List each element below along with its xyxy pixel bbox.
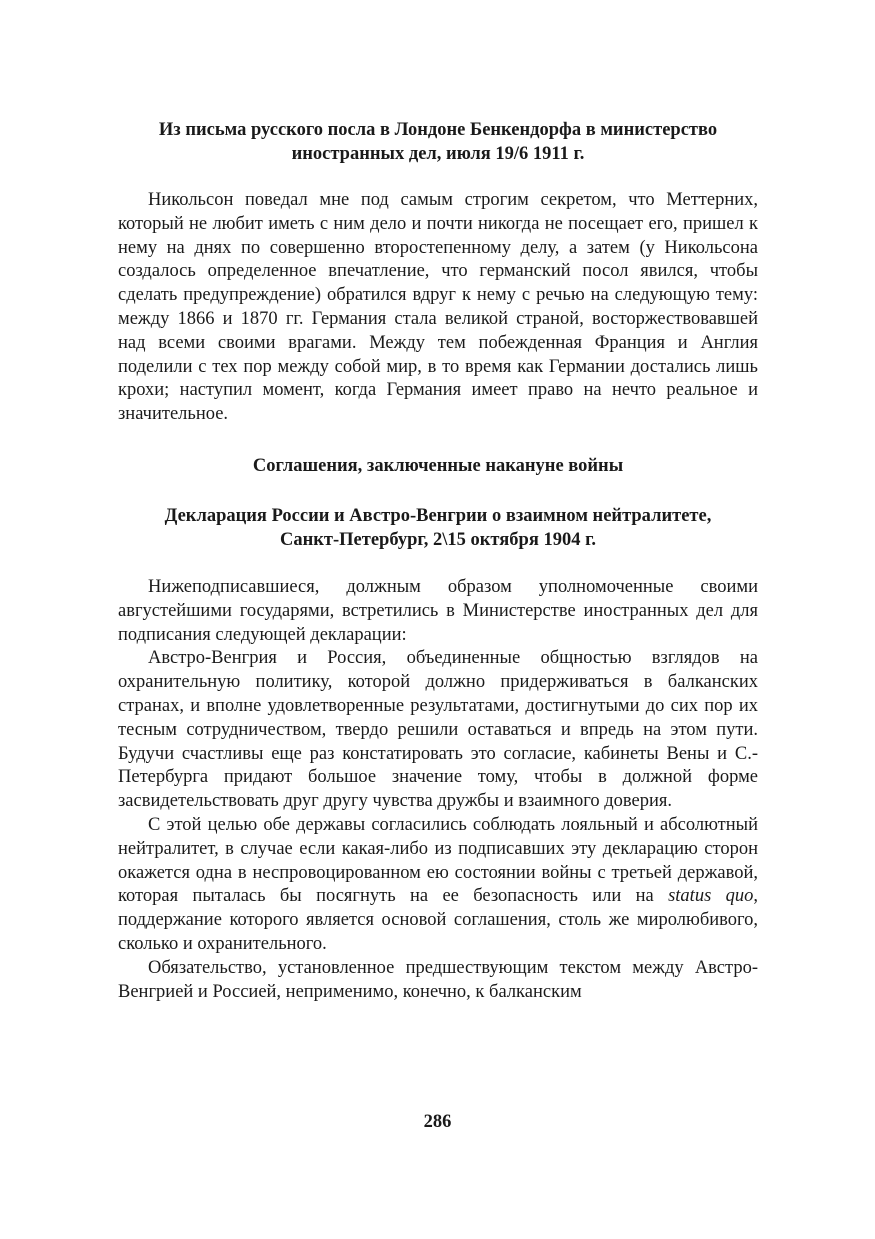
status-quo-term: status quo [668,886,754,907]
section-heading: Соглашения, заключенные накануне войны [252,455,624,476]
declaration-heading-line2: Санкт-Петербург, 2\15 октября 1904 г. [279,529,597,550]
page-body [118,118,758,1004]
declaration-paragraph-1: Нижеподписавшиеся, должным образом уполномоченные своими августейшими государями, встретились в Министерстве иностранных дел для подписания следующей декларации: [118,576,758,645]
declaration-paragraph-4: Обязательство, установленное предшествующим текстом между Австро-Венгрией и Россией, неприменимо, конечно, к балканским [118,957,758,1002]
declaration-heading-line1: Декларация России и Австро-Венгрии о взаимном нейтралитете, [164,505,712,526]
declaration-paragraph-3 [118,814,758,957]
declaration-heading [118,504,758,552]
page-number: 286 [423,1112,452,1132]
letter-heading-line1: Из письма русского посла в Лондоне Бенкендорфа в министерство [158,120,718,140]
declaration-paragraph-2: Австро-Венгрия и Россия, объединенные общностью взглядов на охранительную политику, которой должно придерживаться в балканских странах, и вполне удовлетворенные результатами, достигнутыми до сих пор их тесным сотрудничеством, твердо решили оставаться и впредь на этом пути. Будучи счастливы еще раз констатировать это согласие, кабинеты Вены и С.-Петербурга придают большое значение тому, чтобы в должной форме засвидетельствовать друг другу чувства дружбы и взаимного доверия. [118,648,758,812]
declaration-paragraph-3-start: С этой целью обе державы согласились соблюдать лояльный и абсолютный нейтралитет, в случае если какая-либо из подписавших эту декларацию сторон окажется одна в неспровоцированном ею состоянии войны с третьей державой, которая пыталась бы посягнуть на ее безопасность или на [118,814,758,907]
declaration-paragraph-3-end: , поддержание которого является основой соглашения, столь же миролюбивого, сколько и охранительного. [118,886,758,954]
letter-heading-line2: иностранных дел, июля 19/6 1911 г. [291,144,585,164]
letter-heading [118,118,758,166]
letter-paragraph: Никольсон поведал мне под самым строгим секретом, что Меттерних, который не любит иметь с ним дело и почти никогда не посещает его, пришел к нему на днях по совершенно второстепенному делу, а затем (у Никольсона создалось определенное впечатление, что германский посол явился, чтобы сделать предупреждение) обратился вдруг к нему с речью на следующую тему: между 1866 и 1870 гг. Германия стала великой страной, восторжествовавшей над всеми своими врагами. Между тем побежденная Франция и Англия поделили с тех пор между собой мир, в то время как Германии достались лишь крохи; наступил момент, когда Германия имеет право на нечто реальное и значительное. [118,190,758,425]
